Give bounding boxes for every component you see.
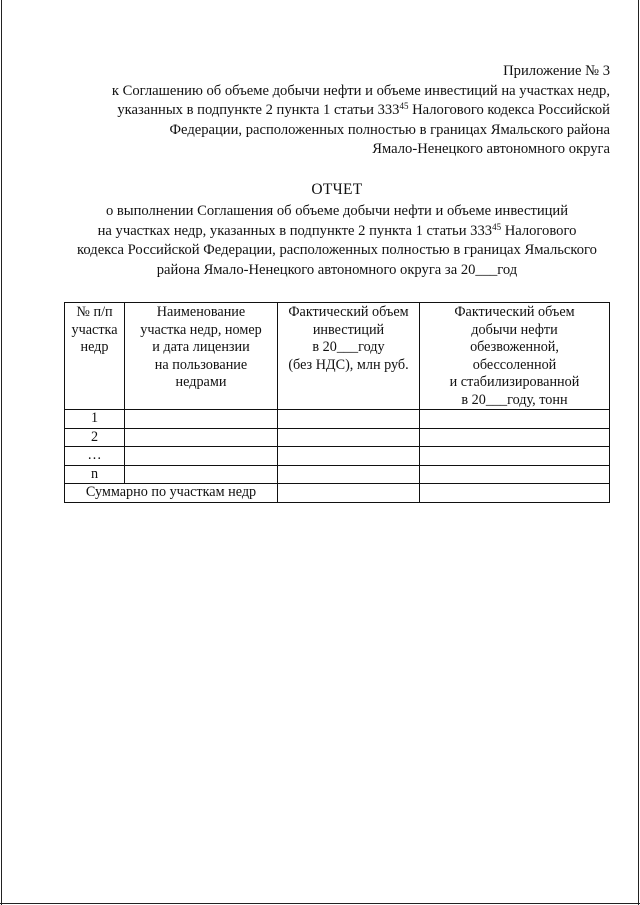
row-production-cell: [420, 465, 610, 484]
row-investment-cell: [278, 428, 420, 447]
report-line-2: на участках недр, указанных в подпункте 2 пункта 1 статьи $333^{45}$ Налогового: [97, 221, 577, 239]
report-line-4: района Ямало-Ненецкого автономного округа за 20___год: [156, 261, 518, 278]
row-name-cell: [125, 428, 278, 447]
appendix-superscript: 45: [399, 101, 409, 111]
row-number-cell: n: [65, 465, 125, 484]
total-label-cell: Суммарно по участкам недр: [65, 484, 278, 503]
scan-border-bottom: [0, 903, 640, 904]
report-title: ОТЧЕТ: [311, 181, 363, 198]
row-number-cell: …: [65, 447, 125, 466]
appendix-line-3: Федерации, расположенных полностью в границах Ямальского района: [169, 121, 610, 138]
row-name-cell: [125, 410, 278, 429]
row-number-cell: 1: [65, 410, 125, 429]
scan-border-left: [1, 0, 2, 905]
table-row: [65, 465, 610, 484]
header-cell-production: Фактический объем добычи нефти обезвоженной, обессоленной и стабилизированной в 20___году, тонн: [420, 303, 610, 410]
table-row: [65, 428, 610, 447]
appendix-line-4: Ямало-Ненецкого автономного округа: [372, 141, 610, 157]
table-row: [65, 410, 610, 429]
row-name-cell: [125, 447, 278, 466]
row-production-cell: [420, 428, 610, 447]
report-line-3: кодекса Российской Федерации, расположенных полностью в границах Ямальского: [77, 242, 597, 258]
total-production-cell: [420, 484, 610, 503]
report-table: [64, 302, 610, 503]
header-cell-investment: Фактический объем инвестиций в 20___году (без НДС), млн руб.: [278, 303, 420, 410]
header-cell-name: Наименование участка недр, номер и дата лицензии на пользование недрами: [125, 303, 278, 410]
report-line-1: о выполнении Соглашения об объеме добычи нефти и объеме инвестиций: [105, 203, 569, 219]
total-investment-cell: [278, 484, 420, 503]
row-investment-cell: [278, 447, 420, 466]
appendix-number: Приложение № 3: [503, 63, 610, 79]
table-total-row: [65, 484, 610, 503]
row-production-cell: [420, 447, 610, 466]
header-cell-number: № п/п участка недр: [65, 303, 125, 410]
appendix-header: [50, 62, 610, 160]
appendix-line-1: к Соглашению об объеме добычи нефти и объеме инвестиций на участках недр,: [111, 82, 610, 99]
report-superscript: 45: [492, 221, 502, 232]
report-subtitle: [50, 202, 624, 280]
row-production-cell: [420, 410, 610, 429]
row-number-cell: 2: [65, 428, 125, 447]
table-header-row: [65, 303, 610, 410]
row-investment-cell: [278, 465, 420, 484]
row-investment-cell: [278, 410, 420, 429]
scan-border-right: [638, 0, 639, 905]
table-row: [65, 447, 610, 466]
row-name-cell: [125, 465, 278, 484]
appendix-line-2: указанных в подпункте 2 пункта 1 статьи $333^{45}$ Налогового кодекса Российской: [117, 101, 610, 118]
